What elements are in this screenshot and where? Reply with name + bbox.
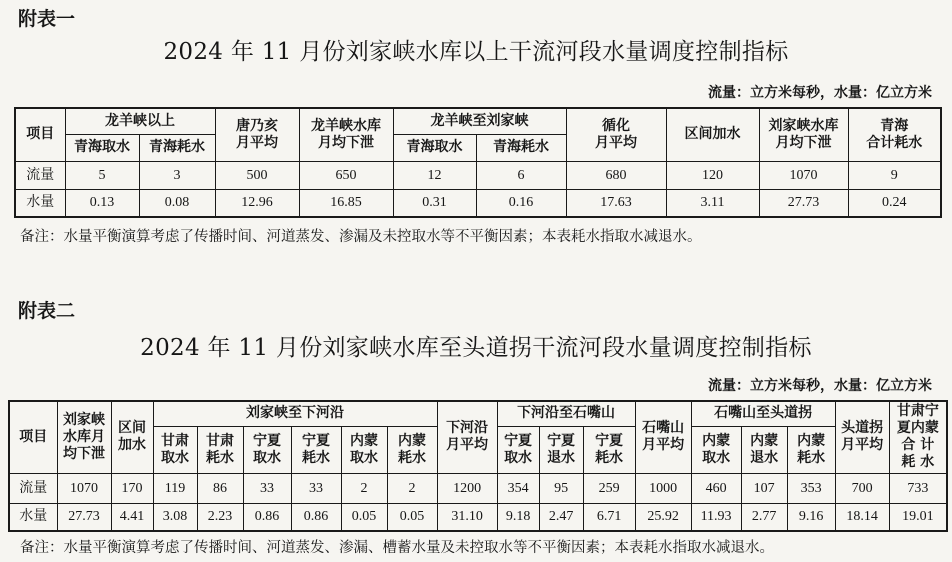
header-shizuishan-monthly-avg: 石嘴山 月平均 — [635, 401, 691, 473]
appendix-1-table — [14, 107, 942, 218]
header-group-shizuishan-to-toudaoguai: 石嘴山至头道拐 — [691, 401, 835, 426]
table-cell: 86 — [197, 473, 243, 503]
table-cell: 259 — [583, 473, 635, 503]
header-xunhua-monthly-avg: 循化 月平均 — [566, 108, 666, 161]
header-qinghai-consumption: 青海耗水 — [139, 134, 215, 161]
header-item: 项目 — [9, 401, 57, 473]
header-liujiaxia-release: 刘家峡 水库月 均下泄 — [57, 401, 111, 473]
header-tangnaihai-monthly-avg: 唐乃亥 月平均 — [215, 108, 299, 161]
header-gansu-consumption: 甘肃 耗水 — [197, 426, 243, 473]
appendix-2-label: 附表二 — [18, 300, 76, 322]
table-cell: 6.71 — [583, 503, 635, 531]
table-cell: 1070 — [57, 473, 111, 503]
row-label-flow: 流量 — [15, 161, 65, 189]
table-cell: 27.73 — [57, 503, 111, 531]
header-neimeng-return: 内蒙 退水 — [741, 426, 787, 473]
table-cell: 6 — [476, 161, 566, 189]
table-row — [15, 161, 941, 189]
table-cell: 353 — [787, 473, 835, 503]
appendix-2-title: 2024 年 11 月份刘家峡水库至头道拐干流河段水量调度控制指标 — [140, 335, 812, 361]
table-cell: 95 — [539, 473, 583, 503]
row-label-volume: 水量 — [9, 503, 57, 531]
appendix-2-units: 流量：立方米每秒，水量：亿立方米 — [708, 378, 932, 394]
row-label-volume: 水量 — [15, 189, 65, 217]
table-cell: 170 — [111, 473, 153, 503]
table-cell: 31.10 — [437, 503, 497, 531]
table-cell: 1070 — [759, 161, 848, 189]
table-cell: 9.16 — [787, 503, 835, 531]
table-cell: 0.86 — [243, 503, 291, 531]
header-neimeng-consumption: 内蒙 耗水 — [387, 426, 437, 473]
appendix-2-note: 备注：水量平衡演算考虑了传播时间、河道蒸发、渗漏、槽蓄水量及未控取水等不平衡因素；本表耗水指取水减退水。 — [20, 540, 774, 556]
table-row — [9, 473, 947, 503]
table-cell: 27.73 — [759, 189, 848, 217]
row-label-flow: 流量 — [9, 473, 57, 503]
table-cell: 4.41 — [111, 503, 153, 531]
header-ningxia-consumption: 宁夏 耗水 — [291, 426, 341, 473]
header-row — [15, 108, 941, 134]
table-cell: 9 — [848, 161, 941, 189]
table-cell: 3 — [139, 161, 215, 189]
header-qinghai-consumption: 青海耗水 — [476, 134, 566, 161]
table-row — [9, 503, 947, 531]
table-cell: 25.92 — [635, 503, 691, 531]
header-qinghai-intake: 青海取水 — [65, 134, 139, 161]
table-cell: 119 — [153, 473, 197, 503]
table-cell: 3.08 — [153, 503, 197, 531]
table-cell: 0.31 — [393, 189, 476, 217]
header-toudaoguai-monthly-avg: 头道拐 月平均 — [835, 401, 889, 473]
table-cell: 0.86 — [291, 503, 341, 531]
table-cell: 16.85 — [299, 189, 393, 217]
header-group-xiaheyan-to-shizuishan: 下河沿至石嘴山 — [497, 401, 635, 426]
header-group-liujiaxia-to-xiaheyan: 刘家峡至下河沿 — [153, 401, 437, 426]
header-gansu-intake: 甘肃 取水 — [153, 426, 197, 473]
table-cell: 650 — [299, 161, 393, 189]
table-cell: 733 — [889, 473, 947, 503]
table-cell: 12 — [393, 161, 476, 189]
table-cell: 0.05 — [387, 503, 437, 531]
table-cell: 120 — [666, 161, 759, 189]
table-cell: 0.13 — [65, 189, 139, 217]
table-cell: 12.96 — [215, 189, 299, 217]
appendix-1-note: 备注：水量平衡演算考虑了传播时间、河道蒸发、渗漏及未控取水等不平衡因素；本表耗水指取水减退水。 — [20, 229, 702, 245]
table-cell: 2.77 — [741, 503, 787, 531]
header-ningxia-consumption: 宁夏 耗水 — [583, 426, 635, 473]
table-cell: 17.63 — [566, 189, 666, 217]
table-cell: 500 — [215, 161, 299, 189]
header-xiaheyan-monthly-avg: 下河沿 月平均 — [437, 401, 497, 473]
appendix-1-title: 2024 年 11 月份刘家峡水库以上干流河段水量调度控制指标 — [163, 39, 789, 65]
table-cell: 2.23 — [197, 503, 243, 531]
header-ningxia-intake: 宁夏 取水 — [497, 426, 539, 473]
table-cell: 107 — [741, 473, 787, 503]
table-cell: 460 — [691, 473, 741, 503]
header-longyangxia-release: 龙羊峡水库 月均下泄 — [299, 108, 393, 161]
table-cell: 1000 — [635, 473, 691, 503]
table-cell: 1200 — [437, 473, 497, 503]
table-cell: 0.05 — [341, 503, 387, 531]
table-cell: 2.47 — [539, 503, 583, 531]
header-qinghai-total-consumption: 青海 合计耗水 — [848, 108, 941, 161]
table-row — [15, 189, 941, 217]
header-total-consumption: 甘肃宁 夏内蒙 合 计 耗 水 — [889, 401, 947, 473]
header-group-longyangxia-to-liujiaxia: 龙羊峡至刘家峡 — [393, 108, 566, 134]
header-row — [9, 401, 947, 426]
header-qinghai-intake: 青海取水 — [393, 134, 476, 161]
table-cell: 33 — [243, 473, 291, 503]
header-liujiaxia-release: 刘家峡水库 月均下泄 — [759, 108, 848, 161]
table-cell: 19.01 — [889, 503, 947, 531]
header-group-above-longyangxia: 龙羊峡以上 — [65, 108, 215, 134]
table-cell: 9.18 — [497, 503, 539, 531]
header-neimeng-intake: 内蒙 取水 — [691, 426, 741, 473]
appendix-1-units: 流量：立方米每秒，水量：亿立方米 — [708, 85, 932, 101]
table-cell: 11.93 — [691, 503, 741, 531]
table-cell: 0.24 — [848, 189, 941, 217]
header-interval-inflow: 区间加水 — [666, 108, 759, 161]
table-cell: 2 — [387, 473, 437, 503]
table-cell: 2 — [341, 473, 387, 503]
table-cell: 680 — [566, 161, 666, 189]
appendix-1-label: 附表一 — [18, 8, 76, 30]
table-cell: 5 — [65, 161, 139, 189]
header-neimeng-consumption: 内蒙 耗水 — [787, 426, 835, 473]
table-cell: 700 — [835, 473, 889, 503]
table-cell: 18.14 — [835, 503, 889, 531]
header-ningxia-return: 宁夏 退水 — [539, 426, 583, 473]
header-item: 项目 — [15, 108, 65, 161]
table-cell: 354 — [497, 473, 539, 503]
header-interval-inflow: 区间 加水 — [111, 401, 153, 473]
header-ningxia-intake: 宁夏 取水 — [243, 426, 291, 473]
table-cell: 0.08 — [139, 189, 215, 217]
table-cell: 0.16 — [476, 189, 566, 217]
table-cell: 33 — [291, 473, 341, 503]
appendix-2-table — [8, 400, 948, 532]
header-neimeng-intake: 内蒙 取水 — [341, 426, 387, 473]
table-cell: 3.11 — [666, 189, 759, 217]
